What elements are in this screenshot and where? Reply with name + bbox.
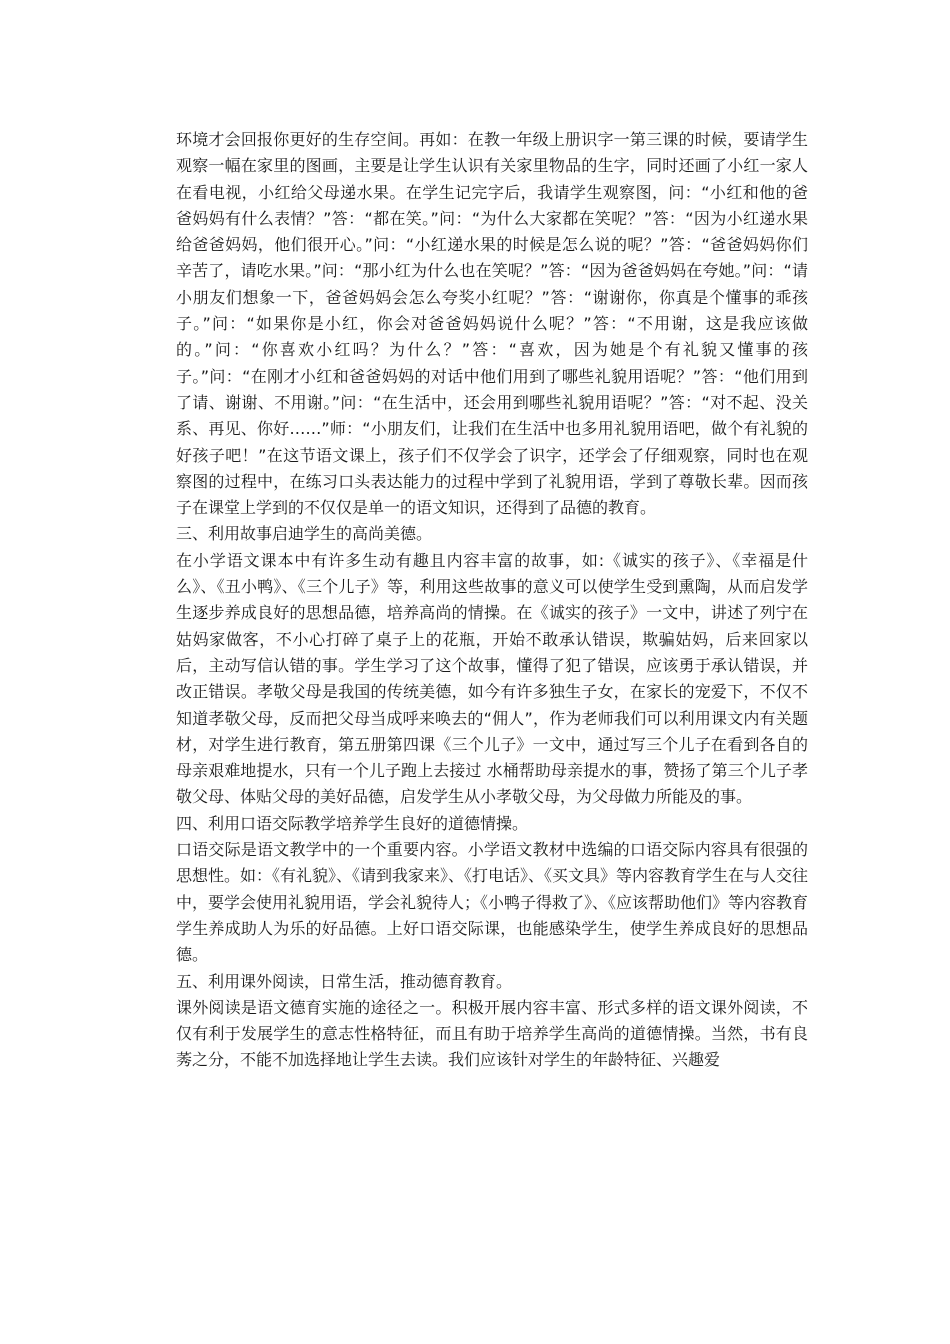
section-heading-4: 四、利用口语交际教学培养学生良好的道德情操。 — [176, 813, 529, 833]
paragraph-oral-communication: 口语交际是语文教学中的一个重要内容。小学语文教材中选编的口语交际内容具有很强的思想性。如：《有礼貌》、《请到我家来》、《打电话》、《买文具》等内容教育学生在与人交往中，要学会使用礼貌用语，学会礼貌待人；《小鸭子得救了》、《应该帮助他们》等内容教育学生养成助人为乐的好品德。上好口语交际课，也能感染学生，使学生养成良好的思想品德。 — [176, 840, 809, 965]
document-body — [176, 127, 808, 1074]
paragraph-extracurricular-reading: 课外阅读是语文德育实施的途径之一。积极开展内容丰富、形式多样的语文课外阅读，不仅有利于发展学生的意志性格特征，而且有助于培养学生高尚的道德情操。当然，书有良莠之分，不能不加选择地让学生去读。我们应该针对学生的年龄特征、兴趣爱 — [176, 997, 808, 1070]
section-heading-3: 三、利用故事启迪学生的高尚美德。 — [176, 524, 433, 544]
paragraph-dialogue-example: 环境才会回报你更好的生存空间。再如：在教一年级上册识字一第三课的时候，要请学生观察一幅在家里的图画，主要是让学生认识有关家里物品的生字，同时还画了小红一家人在看电视，小红给父母递水果。在学生记完字后，我请学生观察图，问：“小红和他的爸爸妈妈有什么表情？”答：“都在笑。”问：“为什么大家都在笑呢？”答：“因为小红递水果给爸爸妈妈，他们很开心。”问：“小红递水果的时候是怎么说的呢？”答：“爸爸妈妈你们辛苦了，请吃水果。”问：“那小红为什么也在笑呢？”答：“因为爸爸妈妈在夸她。”问：“请小朋友们想象一下，爸爸妈妈会怎么夸奖小红呢？”答：“谢谢你，你真是个懂事的乖孩子。”问：“如果你是小红，你会对爸爸妈妈说什么呢？”答：“不用谢，这是我应该做的。”问：“你喜欢小红吗？为什么？”答：“喜欢，因为她是个有礼貌又懂事的孩子。”问：“在刚才小红和爸爸妈妈的对话中他们用到了哪些礼貌用语呢？”答：“他们用到了请、谢谢、不用谢。”问：“在生活中，还会用到哪些礼貌用语呢？”答：“对不起、没关系、再见、你好……”师：“小朋友们，让我们在生活中也多用礼貌用语吧，做个有礼貌的好孩子吧！”在这节语文课上，孩子们不仅学会了识字，还学会了仔细观察，同时也在观察图的过程中，在练习口头表达能力的过程中学到了礼貌用语，学到了尊敬长辈。因而孩子在课堂上学到的不仅仅是单一的语文知识，还得到了品德的教育。 — [176, 130, 808, 518]
paragraph-stories: 在小学语文课本中有许多生动有趣且内容丰富的故事，如:《诚实的孩子》、《幸福是什么》、《丑小鸭》、《三个儿子》等，利用这些故事的意义可以使学生受到熏陶，从而启发学生逐步养成良好的思想品德，培养高尚的情操。在《诚实的孩子》一文中，讲述了列宁在姑妈家做客，不小心打碎了桌子上的花瓶，开始不敢承认错误，欺骗姑妈，后来回家以后，主动写信认错的事。学生学习了这个故事，懂得了犯了错误，应该勇于承认错误，并改正错误。孝敬父母是我国的传统美德，如今有许多独生子女，在家长的宠爱下，不仅不知道孝敬父母，反而把父母当成呼来唤去的“佣人”，作为老师我们可以利用课文内有关题材，对学生进行教育，第五册第四课《三个儿子》一文中，通过写三个儿子在看到各自的母亲艰难地提水，只有一个儿子跑上去接过 水桶帮助母亲提水的事，赞扬了第三个儿子孝敬父母、体贴父母的美好品德，启发学生从小孝敬父母，为父母做力所能及的事。 — [176, 550, 808, 807]
section-heading-5: 五、利用课外阅读，日常生活，推动德育教育。 — [176, 971, 513, 991]
